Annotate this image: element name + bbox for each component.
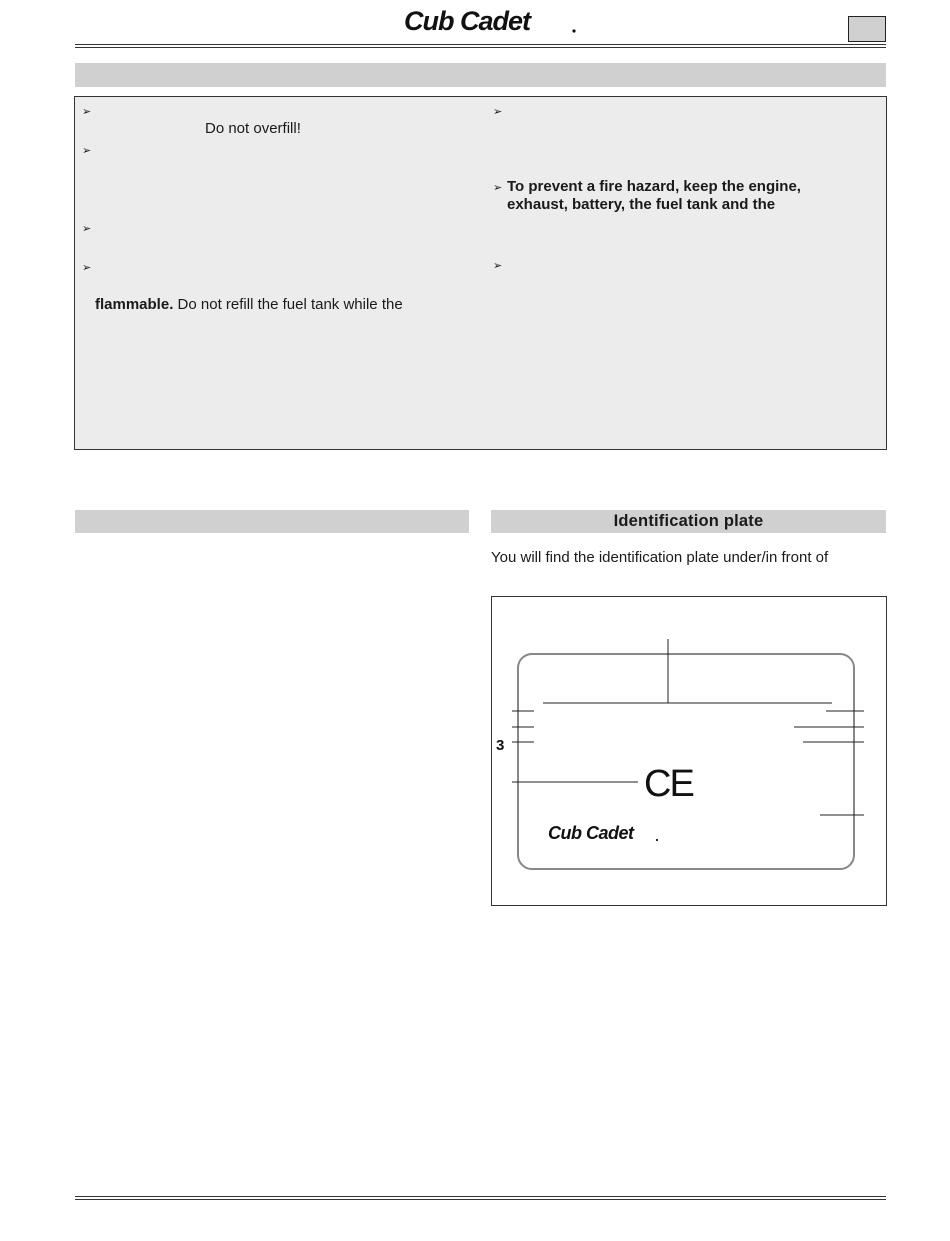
- identification-intro-text: You will find the identification plate under/in front of: [491, 549, 829, 566]
- identification-plate-title: Identification plate: [613, 512, 764, 530]
- bullet-arrow-icon: ➢: [82, 145, 92, 157]
- page-number-box: [848, 16, 886, 42]
- header-rule-top: [75, 44, 886, 45]
- bullet-arrow-icon: ➢: [82, 106, 92, 118]
- left-section-bar: [75, 510, 469, 533]
- safety-warning-box: [74, 96, 887, 450]
- plate-cub-cadet-logo: Cub Cadet: [548, 823, 634, 843]
- warning-text-fire-hazard-1: To prevent a fire hazard, keep the engine,: [507, 178, 801, 195]
- cub-cadet-logo: [400, 6, 585, 36]
- bullet-arrow-icon: ➢: [493, 260, 503, 272]
- svg-text:Cub Cadet: Cub Cadet: [404, 6, 530, 36]
- warning-text-flammable: flammable. Do not refill the fuel tank while the: [95, 296, 403, 313]
- identification-plate-figure: [491, 596, 887, 906]
- callout-number-3: 3: [496, 737, 505, 754]
- bullet-arrow-icon: ➢: [82, 262, 92, 274]
- bullet-arrow-icon: ➢: [493, 106, 503, 118]
- footer-rule-bottom: [75, 1199, 886, 1200]
- footer-rule-top: [75, 1196, 886, 1197]
- identification-plate-diagram: [492, 597, 886, 905]
- warning-text-fire-hazard-2: exhaust, battery, the fuel tank and the: [507, 196, 776, 213]
- header-rule-bottom: [75, 47, 886, 48]
- warning-text-overfill: Do not overfill!: [205, 120, 301, 137]
- identification-plate-bar: [491, 510, 886, 533]
- ce-mark-icon: CE: [644, 763, 693, 805]
- bullet-arrow-icon: ➢: [82, 223, 92, 235]
- safety-section-bar: [75, 63, 886, 87]
- bullet-arrow-icon: ➢: [493, 182, 503, 194]
